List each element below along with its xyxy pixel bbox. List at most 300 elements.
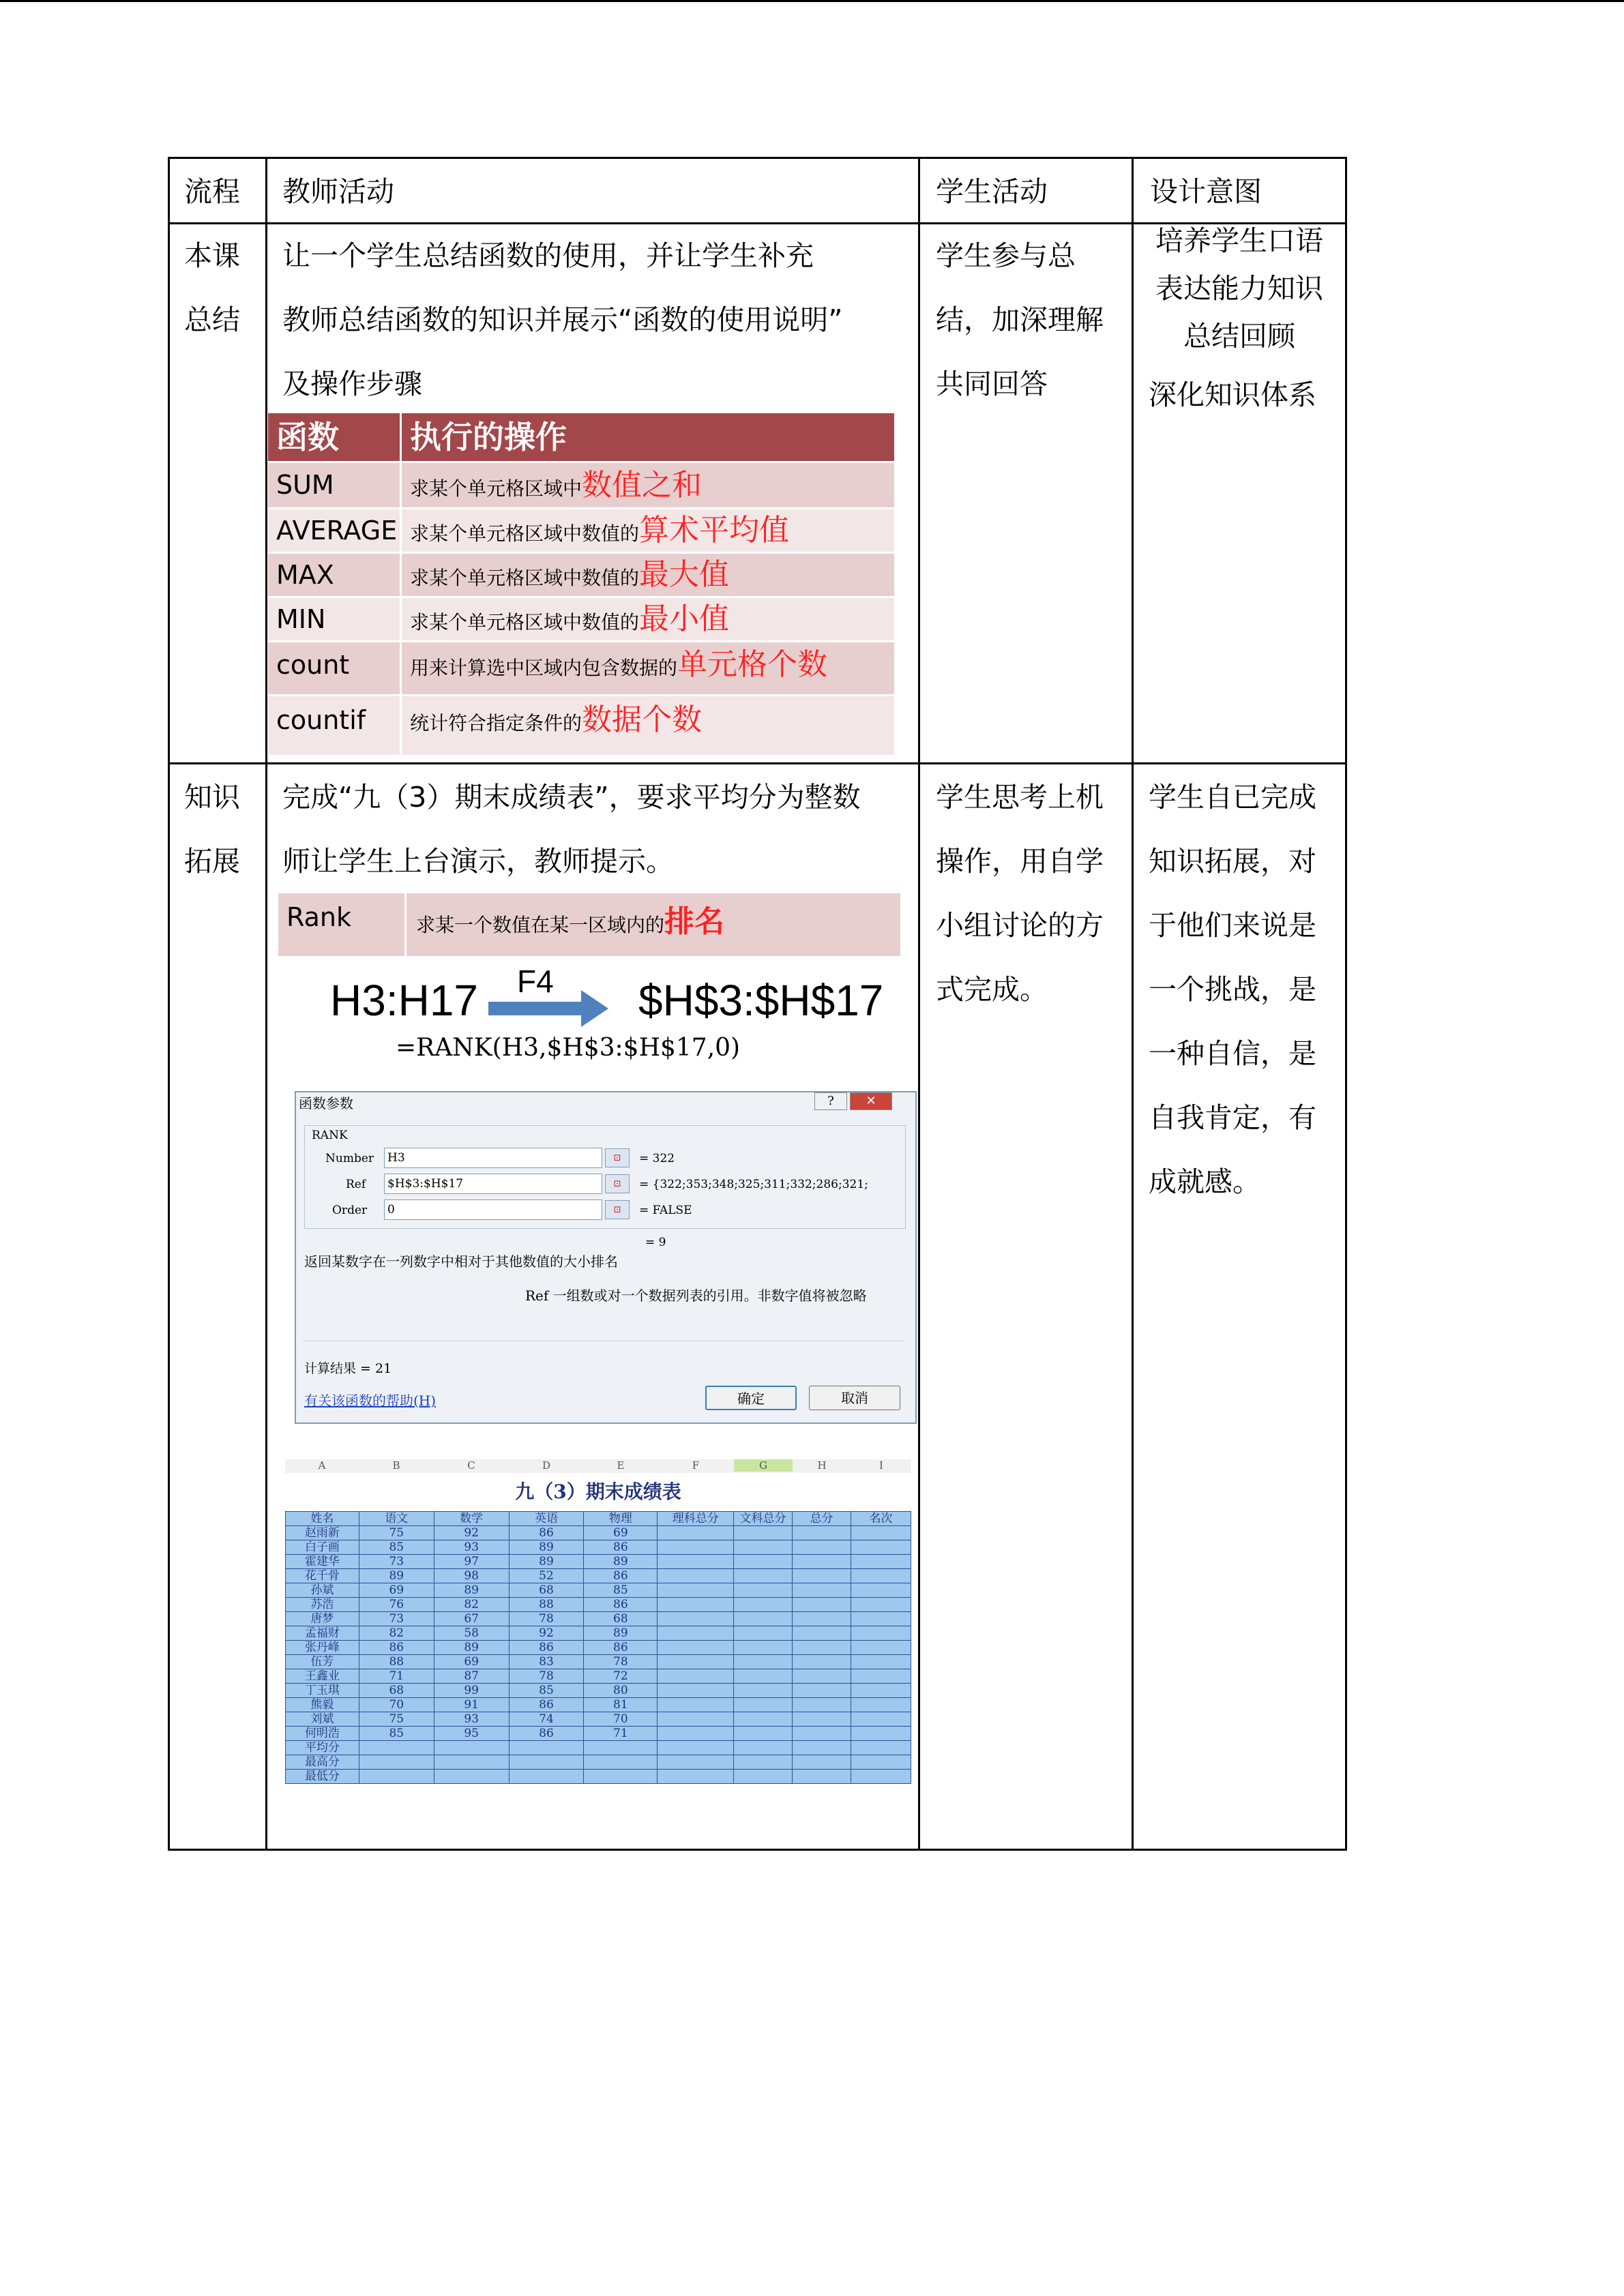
ref-label: Ref [346, 1178, 366, 1191]
table-cell[interactable]: 86 [359, 1641, 434, 1655]
row1-intent-line2: 表达能力知识 [1155, 272, 1323, 305]
table-cell[interactable] [658, 1698, 734, 1712]
function-row-max [268, 552, 894, 596]
row1-student-line1: 学生参与总 [936, 239, 1076, 272]
table-cell[interactable] [793, 1526, 851, 1540]
row1-flow-line2: 总结 [184, 303, 240, 336]
table-header-cell[interactable]: 英语 [509, 1512, 584, 1526]
number-input[interactable]: H3 [384, 1148, 602, 1168]
table-cell[interactable]: 86 [584, 1641, 658, 1655]
table-row [286, 1727, 911, 1741]
function-table [268, 413, 894, 755]
table-border-right [1345, 157, 1347, 1851]
table-row [286, 1526, 911, 1540]
function-highlight: 数据个数 [582, 702, 703, 737]
table-cell[interactable] [359, 1741, 434, 1755]
function-row-countif [268, 694, 894, 755]
close-icon[interactable]: ✕ [850, 1092, 892, 1110]
rank-function-highlight: 排名 [664, 904, 725, 939]
table-cell[interactable] [793, 1669, 851, 1684]
table-cell[interactable] [509, 1755, 584, 1770]
table-header-cell[interactable]: 文科总分 [734, 1512, 793, 1526]
function-name: MAX [268, 554, 402, 596]
table-cell[interactable] [851, 1712, 911, 1727]
rank-formula: =RANK(H3,$H$3:$H$17,0) [396, 1034, 741, 1062]
table-cell[interactable] [434, 1741, 509, 1755]
table-cell[interactable]: 68 [584, 1612, 658, 1626]
help-icon[interactable]: ? [814, 1092, 847, 1110]
sheet-title: 九（3）期末成绩表 [285, 1473, 911, 1511]
column-header[interactable]: C [467, 1459, 475, 1472]
function-help-link[interactable]: 有关该函数的帮助(H) [304, 1392, 437, 1409]
table-cell[interactable]: 78 [509, 1612, 584, 1626]
table-cell[interactable] [793, 1626, 851, 1641]
row1-flow-line1: 本课 [184, 239, 240, 272]
table-cell[interactable] [793, 1655, 851, 1669]
table-cell[interactable] [793, 1540, 851, 1555]
table-cell[interactable] [793, 1698, 851, 1712]
table-cell[interactable] [734, 1770, 793, 1784]
table-cell[interactable] [658, 1669, 734, 1684]
function-name: SUM [268, 463, 402, 507]
table-cell[interactable]: 85 [584, 1583, 658, 1598]
table-cell[interactable]: 88 [359, 1655, 434, 1669]
row2-student-line4: 式完成。 [936, 973, 1048, 1006]
table-cell[interactable]: 70 [359, 1698, 434, 1712]
row2-student-line3: 小组讨论的方 [936, 909, 1104, 942]
table-row [286, 1569, 911, 1583]
score-spreadsheet [285, 1459, 911, 1793]
table-row [286, 1583, 911, 1598]
calculation-result: 计算结果 = 21 [304, 1361, 392, 1376]
function-highlight: 最大值 [639, 557, 730, 592]
table-row [286, 1712, 911, 1727]
table-cell[interactable] [658, 1583, 734, 1598]
order-label: Order [332, 1204, 368, 1217]
function-desc: 求某个单元格区域中数值的 [410, 611, 640, 633]
table-cell[interactable] [734, 1712, 793, 1727]
table-cell[interactable] [734, 1641, 793, 1655]
table-cell[interactable]: 熊毅 [286, 1698, 359, 1712]
table-cell[interactable] [734, 1526, 793, 1540]
column-header[interactable]: E [617, 1459, 625, 1472]
row1-teacher-line1: 让一个学生总结函数的使用，并让学生补充 [282, 239, 814, 272]
table-cell[interactable] [658, 1612, 734, 1626]
table-cell[interactable]: 93 [434, 1540, 509, 1555]
table-header-cell[interactable]: 姓名 [286, 1512, 359, 1526]
table-cell[interactable]: 丁玉琪 [286, 1684, 359, 1698]
table-cell[interactable]: 86 [584, 1569, 658, 1583]
table-cell[interactable] [734, 1540, 793, 1555]
table-cell[interactable] [734, 1626, 793, 1641]
table-cell[interactable]: 85 [509, 1684, 584, 1698]
f4-key-label: F4 [517, 964, 554, 999]
table-cell[interactable]: 最高分 [286, 1755, 359, 1770]
table-cell[interactable]: 70 [584, 1712, 658, 1727]
table-cell[interactable] [851, 1540, 911, 1555]
table-cell[interactable]: 71 [584, 1727, 658, 1741]
row1-student-line2: 结，加深理解 [936, 303, 1104, 336]
table-cell[interactable]: 68 [359, 1684, 434, 1698]
function-row-average [268, 507, 894, 552]
table-border-row1 [168, 762, 1347, 764]
function-highlight: 单元格个数 [677, 647, 828, 682]
table-row [286, 1655, 911, 1669]
function-name: countif [268, 696, 402, 755]
table-cell[interactable]: 86 [509, 1526, 584, 1540]
table-border-col3 [1132, 157, 1134, 1851]
arrow-right-icon [488, 990, 608, 1027]
table-cell[interactable]: 最低分 [286, 1770, 359, 1784]
row2-intent-line2: 知识拓展，对 [1149, 845, 1316, 878]
table-row [286, 1598, 911, 1612]
table-cell[interactable]: 89 [359, 1569, 434, 1583]
table-cell[interactable]: 86 [509, 1727, 584, 1741]
header-student: 学生活动 [936, 175, 1048, 208]
table-cell[interactable] [658, 1770, 734, 1784]
table-cell[interactable] [793, 1741, 851, 1755]
rank-function-box [278, 893, 900, 956]
table-cell[interactable] [793, 1755, 851, 1770]
order-result: = FALSE [639, 1204, 692, 1217]
table-cell[interactable] [734, 1698, 793, 1712]
function-total-result: = 9 [645, 1236, 666, 1249]
rank-function-name: Rank [278, 893, 407, 956]
ref-input[interactable]: $H$3:$H$17 [384, 1174, 602, 1194]
table-cell[interactable]: 张丹峰 [286, 1641, 359, 1655]
table-row [286, 1684, 911, 1698]
table-header-row [286, 1512, 911, 1526]
table-cell[interactable] [658, 1569, 734, 1583]
table-cell[interactable] [734, 1669, 793, 1684]
row2-intent-line6: 自我肯定，有 [1149, 1101, 1316, 1134]
table-cell[interactable]: 99 [434, 1684, 509, 1698]
table-cell[interactable]: 92 [509, 1626, 584, 1641]
table-cell[interactable]: 91 [434, 1698, 509, 1712]
table-cell[interactable]: 83 [509, 1655, 584, 1669]
function-desc: 求某个单元格区域中数值的 [410, 522, 640, 545]
number-label: Number [325, 1152, 374, 1165]
table-row [286, 1641, 911, 1655]
table-cell[interactable]: 89 [434, 1641, 509, 1655]
table-cell[interactable]: 72 [584, 1669, 658, 1684]
table-cell[interactable] [793, 1770, 851, 1784]
table-cell[interactable] [793, 1569, 851, 1583]
table-cell[interactable]: 花千骨 [286, 1569, 359, 1583]
collapse-dialog-icon[interactable]: ⊡ [605, 1174, 630, 1193]
function-desc: 统计符合指定条件的 [410, 712, 582, 734]
table-cell[interactable]: 平均分 [286, 1741, 359, 1755]
table-cell[interactable] [658, 1540, 734, 1555]
table-cell[interactable]: 王鑫业 [286, 1669, 359, 1684]
row2-student-line1: 学生思考上机 [936, 781, 1104, 814]
table-cell[interactable]: 唐梦 [286, 1612, 359, 1626]
table-cell[interactable] [851, 1555, 911, 1569]
table-cell[interactable] [359, 1755, 434, 1770]
column-header[interactable]: H [817, 1459, 827, 1472]
score-table [285, 1511, 911, 1784]
table-cell[interactable] [734, 1555, 793, 1569]
row2-teacher-line2: 师让学生上台演示，教师提示。 [282, 845, 674, 878]
table-cell[interactable]: 赵雨新 [286, 1526, 359, 1540]
table-cell[interactable]: 69 [434, 1655, 509, 1669]
table-row [286, 1669, 911, 1684]
table-cell[interactable] [658, 1641, 734, 1655]
ref-result: = {322;353;348;325;311;332;286;321; [639, 1178, 868, 1191]
row2-intent-line5: 一种自信，是 [1149, 1037, 1316, 1070]
table-cell[interactable] [851, 1583, 911, 1598]
table-cell[interactable] [793, 1727, 851, 1741]
table-cell[interactable] [851, 1598, 911, 1612]
header-teacher: 教师活动 [282, 175, 394, 208]
table-cell[interactable] [851, 1626, 911, 1641]
table-cell[interactable] [851, 1655, 911, 1669]
table-cell[interactable]: 98 [434, 1569, 509, 1583]
table-cell[interactable]: 82 [359, 1626, 434, 1641]
table-cell[interactable]: 97 [434, 1555, 509, 1569]
row1-intent-line1: 培养学生口语 [1155, 224, 1323, 257]
table-cell[interactable]: 81 [584, 1698, 658, 1712]
table-cell[interactable] [658, 1741, 734, 1755]
table-cell[interactable] [851, 1641, 911, 1655]
table-cell[interactable] [851, 1526, 911, 1540]
table-cell[interactable] [793, 1612, 851, 1626]
row2-teacher-line1: 完成“九（3）期末成绩表”，要求平均分为整数 [282, 781, 861, 814]
table-cell[interactable] [658, 1626, 734, 1641]
table-cell[interactable] [658, 1555, 734, 1569]
table-cell[interactable]: 苏浩 [286, 1598, 359, 1612]
table-cell[interactable] [734, 1612, 793, 1626]
function-row-min [268, 596, 894, 640]
row1-intent-line3: 总结回顾 [1183, 320, 1295, 353]
table-cell[interactable]: 86 [509, 1641, 584, 1655]
table-border-top [168, 157, 1347, 159]
table-border-bottom [168, 1849, 1347, 1851]
table-cell[interactable]: 89 [584, 1626, 658, 1641]
table-cell[interactable]: 伍芳 [286, 1655, 359, 1669]
table-cell[interactable]: 92 [434, 1526, 509, 1540]
number-result: = 322 [639, 1152, 675, 1165]
table-cell[interactable]: 85 [359, 1540, 434, 1555]
function-highlight: 数值之和 [582, 468, 703, 503]
table-cell[interactable] [851, 1741, 911, 1755]
table-cell[interactable]: 87 [434, 1669, 509, 1684]
table-cell[interactable] [734, 1583, 793, 1598]
absolute-reference: $H$3:$H$17 [638, 976, 884, 1025]
table-cell[interactable]: 86 [509, 1698, 584, 1712]
table-cell[interactable]: 76 [359, 1598, 434, 1612]
table-cell[interactable] [793, 1684, 851, 1698]
table-cell[interactable]: 89 [434, 1583, 509, 1598]
table-cell[interactable] [851, 1684, 911, 1698]
function-row-sum [268, 461, 894, 507]
table-cell[interactable]: 74 [509, 1712, 584, 1727]
function-highlight: 最小值 [639, 601, 730, 636]
column-header[interactable]: A [318, 1459, 326, 1472]
table-cell[interactable] [509, 1770, 584, 1784]
table-cell[interactable] [734, 1741, 793, 1755]
column-header[interactable]: F [692, 1459, 700, 1472]
table-cell[interactable] [734, 1727, 793, 1741]
row1-teacher-line2: 教师总结函数的知识并展示“函数的使用说明” [282, 303, 843, 336]
table-cell[interactable] [658, 1526, 734, 1540]
table-cell[interactable] [851, 1569, 911, 1583]
table-cell[interactable]: 82 [434, 1598, 509, 1612]
function-name: MIN [268, 598, 402, 640]
table-cell[interactable]: 93 [434, 1712, 509, 1727]
function-name: AVERAGE [268, 509, 402, 552]
table-cell[interactable] [793, 1598, 851, 1612]
page-top-border [0, 0, 1624, 2]
table-cell[interactable]: 73 [359, 1612, 434, 1626]
table-cell[interactable]: 69 [584, 1526, 658, 1540]
table-cell[interactable] [793, 1555, 851, 1569]
collapse-dialog-icon[interactable]: ⊡ [605, 1148, 630, 1167]
function-desc: 求某个单元格区域中数值的 [410, 567, 640, 589]
table-cell[interactable] [734, 1598, 793, 1612]
function-highlight: 算术平均值 [639, 513, 790, 548]
table-cell[interactable]: 86 [584, 1540, 658, 1555]
table-cell[interactable] [851, 1698, 911, 1712]
rank-function-desc: 求某一个数值在某一区域内的 [416, 914, 665, 936]
table-cell[interactable]: 68 [509, 1583, 584, 1598]
table-cell[interactable]: 78 [509, 1669, 584, 1684]
table-cell[interactable] [509, 1741, 584, 1755]
table-cell[interactable]: 88 [509, 1598, 584, 1612]
table-cell[interactable]: 孙斌 [286, 1583, 359, 1598]
table-cell[interactable]: 89 [509, 1540, 584, 1555]
argument-group [304, 1125, 906, 1229]
table-cell[interactable] [658, 1712, 734, 1727]
table-cell[interactable]: 孟福财 [286, 1626, 359, 1641]
table-cell[interactable] [658, 1684, 734, 1698]
column-header-selected[interactable]: G [734, 1459, 793, 1472]
function-description: 返回某数字在一列数字中相对于其他数值的大小排名 [304, 1253, 618, 1270]
function-table-head-desc: 执行的操作 [410, 419, 567, 456]
table-cell[interactable] [734, 1755, 793, 1770]
header-flow: 流程 [184, 175, 240, 208]
table-cell[interactable]: 69 [359, 1583, 434, 1598]
ok-button[interactable]: 确定 [705, 1386, 797, 1410]
table-header-cell[interactable]: 名次 [851, 1512, 911, 1526]
table-cell[interactable]: 73 [359, 1555, 434, 1569]
table-cell[interactable]: 刘斌 [286, 1712, 359, 1727]
function-row-count [268, 640, 894, 694]
table-cell[interactable] [793, 1583, 851, 1598]
function-name: count [268, 642, 402, 694]
table-row [286, 1770, 911, 1784]
table-cell[interactable]: 85 [359, 1727, 434, 1741]
table-cell[interactable] [584, 1770, 658, 1784]
table-row [286, 1698, 911, 1712]
column-header[interactable]: I [879, 1459, 883, 1472]
table-cell[interactable]: 75 [359, 1712, 434, 1727]
table-cell[interactable] [793, 1641, 851, 1655]
table-cell[interactable]: 95 [434, 1727, 509, 1741]
table-cell[interactable]: 78 [584, 1655, 658, 1669]
row2-flow-line1: 知识 [184, 781, 240, 814]
row1-teacher-line3: 及操作步骤 [282, 368, 422, 400]
column-header[interactable]: B [392, 1459, 400, 1472]
table-cell[interactable] [851, 1612, 911, 1626]
row2-intent-line3: 于他们来说是 [1149, 909, 1316, 942]
row2-intent-line7: 成就感。 [1149, 1165, 1260, 1198]
table-header-cell[interactable]: 物理 [584, 1512, 658, 1526]
row2-flow-line2: 拓展 [184, 845, 240, 878]
table-row [286, 1555, 911, 1569]
table-cell[interactable]: 58 [434, 1626, 509, 1641]
row2-intent-line4: 一个挑战，是 [1149, 973, 1316, 1006]
table-cell[interactable] [851, 1727, 911, 1741]
table-row [286, 1755, 911, 1770]
table-cell[interactable] [658, 1598, 734, 1612]
table-cell[interactable] [658, 1755, 734, 1770]
table-cell[interactable]: 霍建华 [286, 1555, 359, 1569]
table-cell[interactable]: 89 [584, 1555, 658, 1569]
table-header-cell[interactable]: 理科总分 [658, 1512, 734, 1526]
table-cell[interactable]: 白子画 [286, 1540, 359, 1555]
table-cell[interactable]: 80 [584, 1684, 658, 1698]
function-desc: 用来计算选中区域内包含数据的 [410, 657, 678, 679]
table-row [286, 1626, 911, 1641]
table-cell[interactable] [359, 1770, 434, 1784]
order-input[interactable]: 0 [384, 1199, 602, 1220]
collapse-dialog-icon[interactable]: ⊡ [605, 1200, 630, 1219]
table-header-cell[interactable]: 数学 [434, 1512, 509, 1526]
table-cell[interactable] [584, 1741, 658, 1755]
table-cell[interactable]: 86 [584, 1598, 658, 1612]
table-cell[interactable]: 75 [359, 1526, 434, 1540]
table-cell[interactable] [851, 1755, 911, 1770]
table-cell[interactable]: 67 [434, 1612, 509, 1626]
row1-student-line3: 共同回答 [936, 368, 1048, 400]
table-border-col2 [918, 157, 920, 1851]
row1-intent-line4: 深化知识体系 [1149, 378, 1316, 411]
table-header-cell[interactable]: 语文 [359, 1512, 434, 1526]
table-cell[interactable] [851, 1669, 911, 1684]
table-border-col1 [265, 157, 267, 1851]
table-header-cell[interactable]: 总分 [793, 1512, 851, 1526]
table-cell[interactable] [793, 1712, 851, 1727]
table-cell[interactable] [434, 1755, 509, 1770]
table-border-left [168, 157, 170, 1851]
table-cell[interactable] [734, 1655, 793, 1669]
column-header[interactable]: D [542, 1459, 551, 1472]
parameter-description: Ref 一组数或对一个数据列表的引用。非数字值将被忽略 [525, 1287, 867, 1304]
table-row [286, 1540, 911, 1555]
table-cell[interactable] [658, 1655, 734, 1669]
row2-student-line2: 操作，用自学 [936, 845, 1104, 878]
table-cell[interactable] [734, 1684, 793, 1698]
table-cell[interactable] [434, 1770, 509, 1784]
table-cell[interactable]: 何明浩 [286, 1727, 359, 1741]
table-cell[interactable]: 89 [509, 1555, 584, 1569]
cancel-button[interactable]: 取消 [809, 1386, 900, 1410]
table-cell[interactable] [658, 1727, 734, 1741]
table-cell[interactable] [584, 1755, 658, 1770]
function-desc: 求某个单元格区域中 [410, 477, 582, 500]
function-table-header [268, 413, 894, 461]
table-cell[interactable] [734, 1569, 793, 1583]
row2-intent-line1: 学生自已完成 [1149, 781, 1316, 814]
table-cell[interactable] [851, 1770, 911, 1784]
table-cell[interactable]: 52 [509, 1569, 584, 1583]
table-row [286, 1612, 911, 1626]
dialog-title: 函数参数 [299, 1095, 353, 1112]
function-table-head-fn: 函数 [268, 413, 402, 461]
function-name-label: RANK [312, 1129, 348, 1142]
table-cell[interactable]: 71 [359, 1669, 434, 1684]
